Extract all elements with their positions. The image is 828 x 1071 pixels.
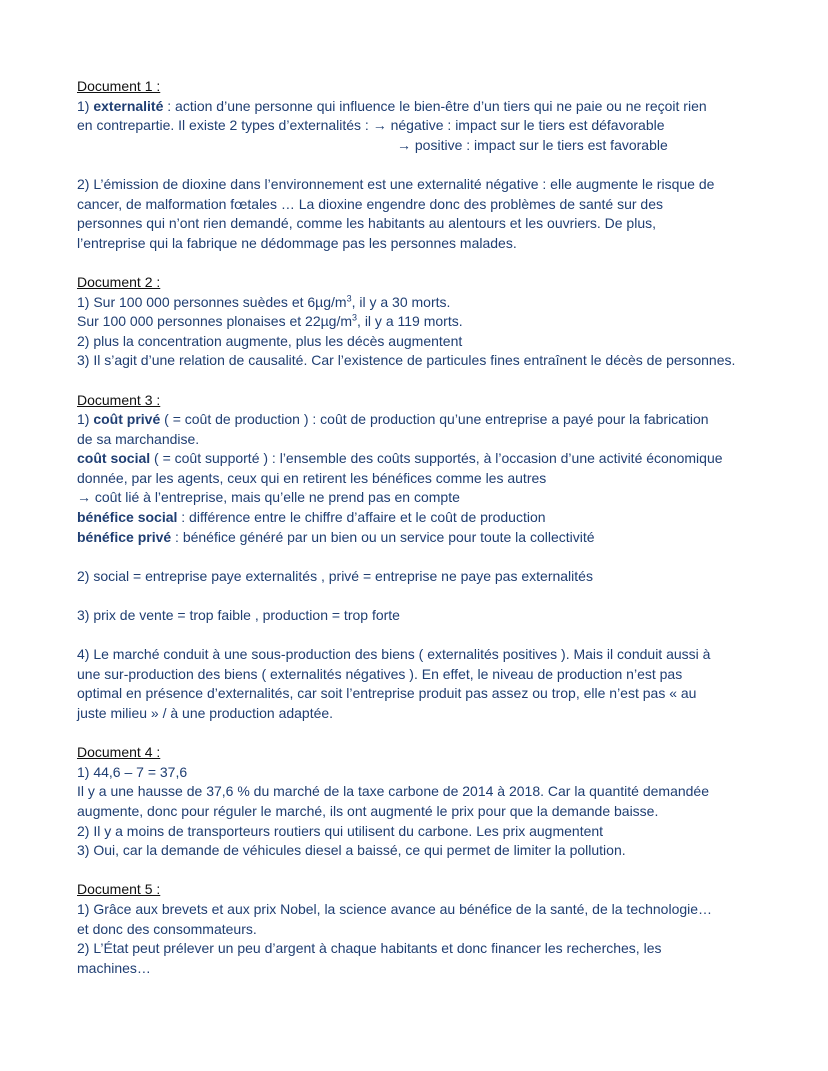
spacer bbox=[77, 861, 777, 881]
doc4-line: Il y a une hausse de 37,6 % du marché de la taxe carbone de 2014 à 2018. Car la quantité demandée bbox=[77, 783, 709, 800]
doc3-line3 bbox=[77, 449, 777, 469]
doc2-line1 bbox=[77, 293, 777, 313]
doc2-line2-end: , il y a 119 morts. bbox=[357, 313, 463, 330]
doc4-line: 1) 44,6 – 7 = 37,6 bbox=[77, 763, 188, 780]
doc3-benefice-social-definition: : différence entre le chiffre d’affaire et le coût de production bbox=[177, 509, 546, 526]
doc1-q2-line: 2) L’émission de dioxine dans l’environnement est une externalité négative : elle augmente le risque de bbox=[77, 175, 715, 192]
doc3-q4-line: 4) Le marché conduit à une sous-production des biens ( externalités positives ). Mais il conduit aussi à bbox=[77, 646, 711, 663]
doc3-term-benefice-social: bénéfice social bbox=[77, 509, 178, 526]
doc2-heading: Document 2 : bbox=[77, 273, 161, 290]
doc3-term-cout-prive: coût privé bbox=[93, 411, 161, 428]
doc3-q4-line: une sur-production des biens ( externalités négatives ). En effet, le niveau de production n’est pas bbox=[77, 665, 683, 682]
document-page bbox=[77, 77, 777, 978]
doc1-q1-line2: en contrepartie. Il existe 2 types d’externalités : → négative : impact sur le tiers est défavorable bbox=[77, 117, 665, 134]
doc2-line1-end: , il y a 30 morts. bbox=[351, 293, 451, 310]
doc1-heading: Document 1 : bbox=[77, 78, 161, 94]
doc1-q1-number: 1) bbox=[77, 97, 94, 114]
doc3-line2: de sa marchandise. bbox=[77, 430, 200, 447]
spacer bbox=[77, 371, 777, 391]
doc4-line: 3) Oui, car la demande de véhicules diesel a baissé, ce qui permet de limiter la pollution. bbox=[77, 842, 626, 859]
doc3-term-benefice-prive: bénéfice privé bbox=[77, 528, 172, 545]
doc3-cout-prive-definition: ( = coût de production ) : coût de production qu’une entreprise a payé pour la fabrication bbox=[160, 411, 709, 428]
doc2-line2-exponent: 3 bbox=[352, 312, 358, 323]
doc2-line1-text: 1) Sur 100 000 personnes suèdes et 6µg/m bbox=[77, 293, 347, 310]
doc2-line1-exponent: 3 bbox=[346, 292, 352, 303]
doc1-q1-definition: : action d’une personne qui influence le bien-être d’un tiers qui ne paie ou ne reçoit rien bbox=[163, 97, 707, 114]
doc2-line2 bbox=[77, 312, 777, 332]
doc3-q4-line: juste milieu » / à une production adaptée. bbox=[77, 705, 334, 721]
doc1-q2-line: cancer, de malformation fœtales … La dioxine engendre donc des problèmes de santé sur des bbox=[77, 195, 663, 212]
doc2-line3: 2) plus la concentration augmente, plus les décès augmentent bbox=[77, 332, 463, 349]
doc5-line: 2) L’État peut prélever un peu d’argent à chaque habitants et donc financer les recherches, les bbox=[77, 940, 662, 957]
doc3-cout-social-definition: ( = coût supporté ) : l’ensemble des coûts supportés, à l’occasion d’une activité économique bbox=[150, 450, 723, 467]
doc3-q3: 3) prix de vente = trop faible , production = trop forte bbox=[77, 607, 400, 624]
doc5-line: et donc des consommateurs. bbox=[77, 920, 257, 937]
spacer bbox=[77, 586, 777, 606]
doc5-heading: Document 5 : bbox=[77, 881, 161, 898]
doc3-line7 bbox=[77, 528, 777, 548]
doc5-line: machines… bbox=[77, 959, 151, 976]
doc3-line5: → coût lié à l’entreprise, mais qu’elle ne prend pas en compte bbox=[77, 489, 460, 506]
doc3-heading: Document 3 : bbox=[77, 391, 161, 408]
spacer bbox=[77, 253, 777, 273]
doc4-line: augmente, donc pour réguler le marché, ils ont augmenté le prix pour que la demande baisse. bbox=[77, 802, 659, 819]
doc1-q1-line1 bbox=[77, 97, 777, 117]
doc4-line: 2) Il y a moins de transporteurs routiers qui utilisent du carbone. Les prix augmentent bbox=[77, 822, 604, 839]
doc3-line4: donnée, par les agents, ceux qui en retirent les bénéfices comme les autres bbox=[77, 469, 547, 486]
doc3-term-cout-social: coût social bbox=[77, 450, 151, 467]
spacer bbox=[77, 724, 777, 744]
spacer bbox=[77, 626, 777, 646]
doc3-q4-line: optimal en présence d’externalités, car soit l’entreprise produit pas assez ou trop, elle n’est pas « au bbox=[77, 685, 697, 702]
doc5-line: 1) Grâce aux brevets et aux prix Nobel, la science avance au bénéfice de la santé, de la technologie… bbox=[77, 900, 713, 917]
doc2-line4: 3) Il s’agit d’une relation de causalité. Car l’existence de particules fines entraînent le décès de personnes. bbox=[77, 352, 736, 369]
doc3-q2: 2) social = entreprise paye externalités , privé = entreprise ne paye pas externalités bbox=[77, 567, 593, 584]
doc4-heading: Document 4 : bbox=[77, 744, 161, 761]
doc2-line2-text: Sur 100 000 personnes plonaises et 22µg/m bbox=[77, 313, 353, 330]
doc3-benefice-prive-definition: : bénéfice généré par un bien ou un service pour toute la collectivité bbox=[171, 528, 595, 545]
spacer bbox=[77, 547, 777, 567]
doc3-q1-number: 1) bbox=[77, 411, 94, 428]
doc3-line6 bbox=[77, 508, 777, 528]
doc1-q2-line: l’entreprise qui la fabrique ne dédommage pas les personnes malades. bbox=[77, 234, 517, 251]
spacer bbox=[77, 155, 777, 175]
doc3-line1 bbox=[77, 410, 777, 430]
doc1-q1-line3: → positive : impact sur le tiers est favorable bbox=[397, 136, 668, 153]
doc1-term-externalite: externalité bbox=[93, 97, 164, 114]
doc1-q2-line: personnes qui n’ont rien demandé, comme les habitants au alentours et les ouvriers. De plus, bbox=[77, 215, 656, 232]
